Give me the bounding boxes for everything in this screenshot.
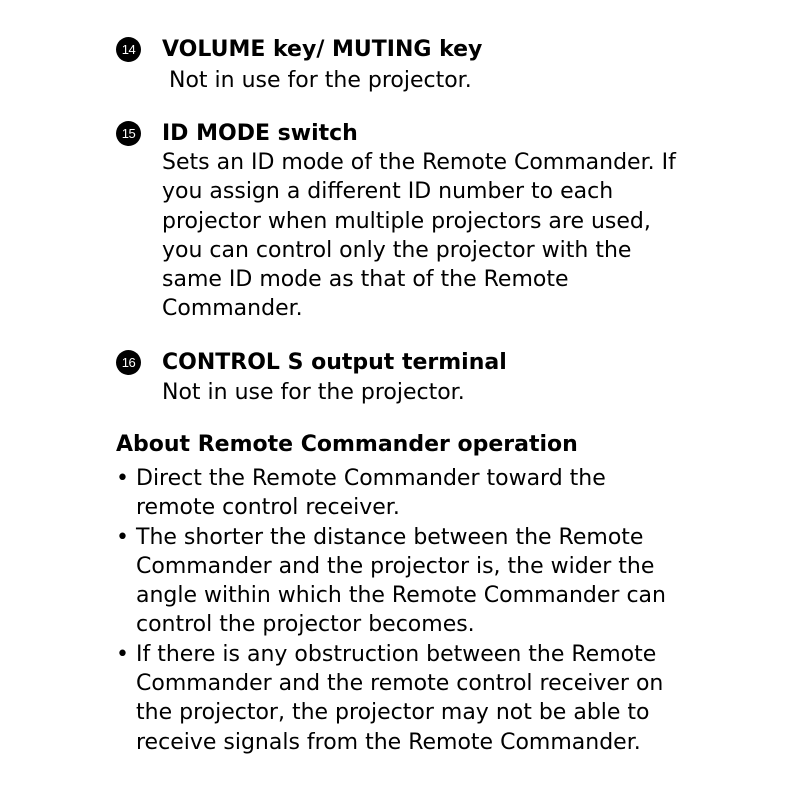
bullet-symbol: • bbox=[116, 641, 129, 667]
item-description bbox=[162, 148, 702, 324]
item-description-line: Not in use for the projector. bbox=[162, 68, 472, 93]
list-item bbox=[116, 523, 736, 640]
list-item bbox=[116, 640, 736, 757]
section-heading: About Remote Commander operation bbox=[116, 432, 578, 457]
bullet-line: remote control receiver. bbox=[136, 495, 400, 521]
item-number-badge: 14 bbox=[116, 37, 141, 62]
bullet-line: Commander and the remote control receiver on bbox=[136, 671, 664, 697]
item-title: CONTROL S output terminal bbox=[162, 350, 507, 375]
bullet-symbol: • bbox=[116, 524, 129, 550]
item-description-line: same ID mode as that of the Remote bbox=[162, 267, 569, 293]
item-description-line: Not in use for the projector. bbox=[162, 380, 465, 405]
bullet-list bbox=[116, 464, 736, 757]
bullet-line: Commander and the projector is, the wider the bbox=[136, 553, 655, 579]
bullet-line: Direct the Remote Commander toward the bbox=[136, 466, 606, 491]
bullet-line: If there is any obstruction between the Remote bbox=[136, 641, 657, 667]
item-description-line: Commander. bbox=[162, 296, 303, 322]
list-item bbox=[116, 464, 736, 523]
item-number-badge: 16 bbox=[116, 350, 141, 375]
item-title: ID MODE switch bbox=[162, 121, 358, 146]
item-description bbox=[162, 66, 702, 95]
item-description bbox=[162, 378, 702, 407]
bullet-symbol: • bbox=[116, 466, 129, 491]
bullet-line: control the projector becomes. bbox=[136, 612, 475, 638]
bullet-line: the projector, the projector may not be able to bbox=[136, 700, 650, 726]
item-description-line: projector when multiple projectors are used, bbox=[162, 208, 651, 234]
item-description-line: you assign a different ID number to each bbox=[162, 179, 614, 205]
item-number-badge: 15 bbox=[116, 121, 141, 146]
item-description-line: you can control only the projector with the bbox=[162, 237, 632, 263]
bullet-line: angle within which the Remote Commander can bbox=[136, 583, 666, 609]
bullet-line: The shorter the distance between the Remote bbox=[136, 524, 644, 550]
item-title: VOLUME key/ MUTING key bbox=[162, 37, 483, 62]
item-description-line: Sets an ID mode of the Remote Commander. If bbox=[162, 150, 676, 175]
bullet-line: receive signals from the Remote Commander. bbox=[136, 729, 641, 755]
